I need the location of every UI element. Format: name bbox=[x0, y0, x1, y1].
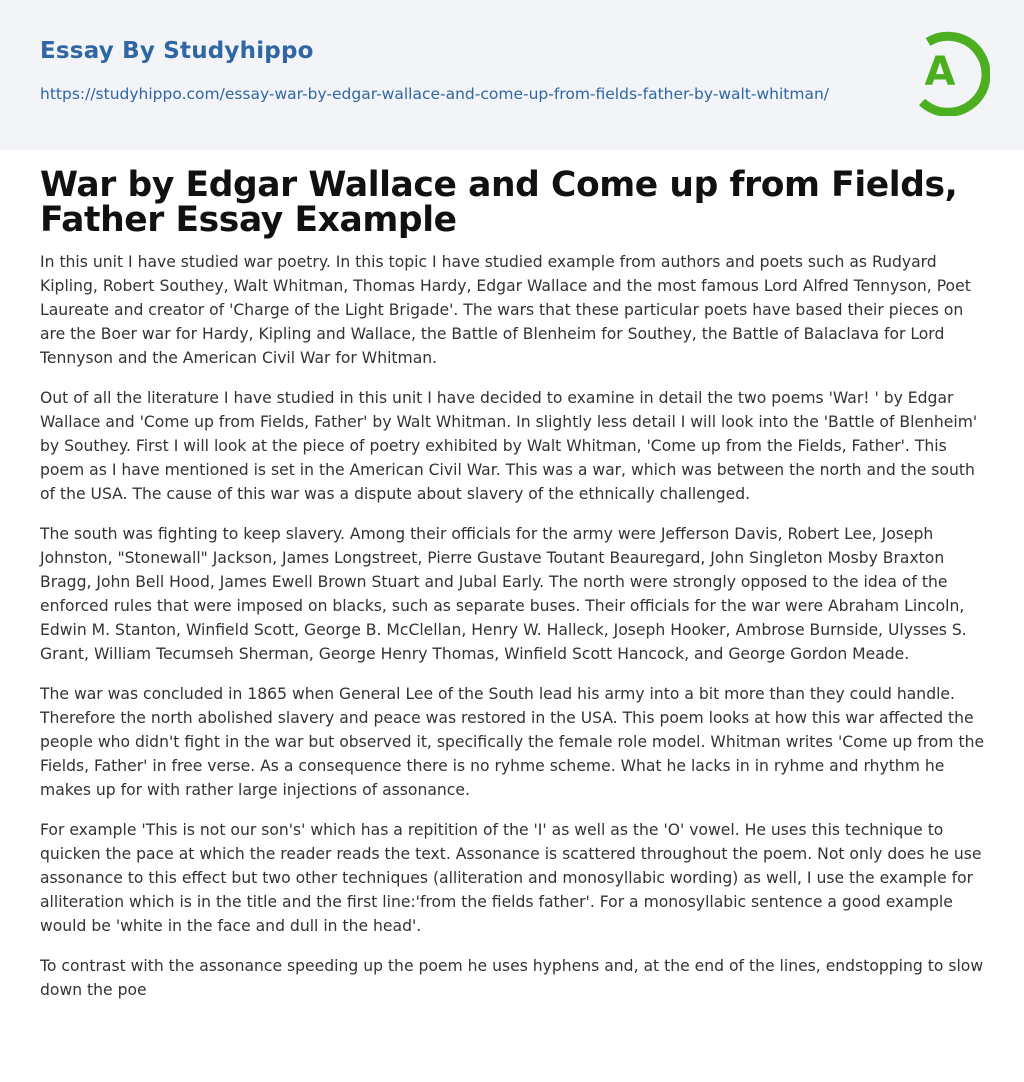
essay-url-link[interactable]: https://studyhippo.com/essay-war-by-edgar-wallace-and-come-up-from-fields-father-by-walt-whitman/ bbox=[40, 85, 830, 103]
site-header bbox=[0, 0, 1024, 150]
essay-title: War by Edgar Wallace and Come up from Fields, Father Essay Example bbox=[40, 165, 958, 240]
logo-icon bbox=[906, 28, 990, 116]
paragraph-6: To contrast with the assonance speeding up the poem he uses hyphens and, at the end of the lines, endstopping to slow down the poe bbox=[40, 957, 984, 999]
studyhippo-logo[interactable] bbox=[906, 28, 990, 116]
paragraph-5: For example 'This is not our son's' which has a repitition of the 'I' as well as the 'O' vowel. He uses this technique to quicken the pace at which the reader reads the text. Assonance is scattered throughout the poem. Not only does he use assonance to this effect but two other techniques (alliteration and monosyllabic wording) as well, I use the example for alliteration which is in the title and the first line:'from the fields father'. For a monosyllabic sentence a good example would be 'white in the face and dull in the head'. bbox=[40, 821, 982, 935]
site-title[interactable]: Essay By Studyhippo bbox=[40, 38, 314, 64]
paragraph-4: The war was concluded in 1865 when General Lee of the South lead his army into a bit more than they could handle. Therefore the north abolished slavery and peace was restored in the USA. This poem looks at how this war affected the people who didn't fight in the war but observed it, specifically the female role model. Whitman writes 'Come up from the Fields, Father' in free verse. As a consequence there is no ryhme scheme. What he lacks in in ryhme and rhythm he makes up for with rather large injections of assonance. bbox=[40, 685, 985, 799]
paragraph-2: Out of all the literature I have studied in this unit I have decided to examine in detail the two poems 'War! ' by Edgar Wallace and 'Come up from Fields, Father' by Walt Whitman. In slightly less detail I will look into the 'Battle of Blenheim' by Southey. First I will look at the piece of poetry exhibited by Walt Whitman, 'Come up from the Fields, Father'. This poem as I have mentioned is set in the American Civil War. This was a war, which was between the north and the south of the USA. The cause of this war was a dispute about slavery of the ethnically challenged. bbox=[40, 389, 978, 503]
article bbox=[40, 165, 988, 1018]
paragraph-3: The south was fighting to keep slavery. Among their officials for the army were Jefferson Davis, Robert Lee, Joseph Johnston, "Stonewall" Jackson, James Longstreet, Pierre Gustave Toutant Beauregard, John Singleton Mosby Braxton Bragg, John Bell Hood, James Ewell Brown Stuart and Jubal Early. The north were strongly opposed to the idea of the enforced rules that were imposed on blacks, such as separate buses. Their officials for the war were Abraham Lincoln, Edwin M. Stanton, Winfield Scott, George B. McClellan, Henry W. Halleck, Joseph Hooker, Ambrose Burnside, Ulysses S. Grant, William Tecumseh Sherman, George Henry Thomas, Winfield Scott Hancock, and George Gordon Meade. bbox=[40, 525, 967, 663]
logo-letter: A bbox=[924, 49, 956, 95]
paragraph-1: In this unit I have studied war poetry. In this topic I have studied example from authors and poets such as Rudyard Kipling, Robert Southey, Walt Whitman, Thomas Hardy, Edgar Wallace and the most famous Lord Alfred Tennyson, Poet Laureate and creator of 'Charge of the Light Brigade'. The wars that these particular poets have based their pieces on are the Boer war for Hardy, Kipling and Wallace, the Battle of Blenheim for Southey, the Battle of Balaclava for Lord Tennyson and the American Civil War for Whitman. bbox=[40, 253, 971, 367]
